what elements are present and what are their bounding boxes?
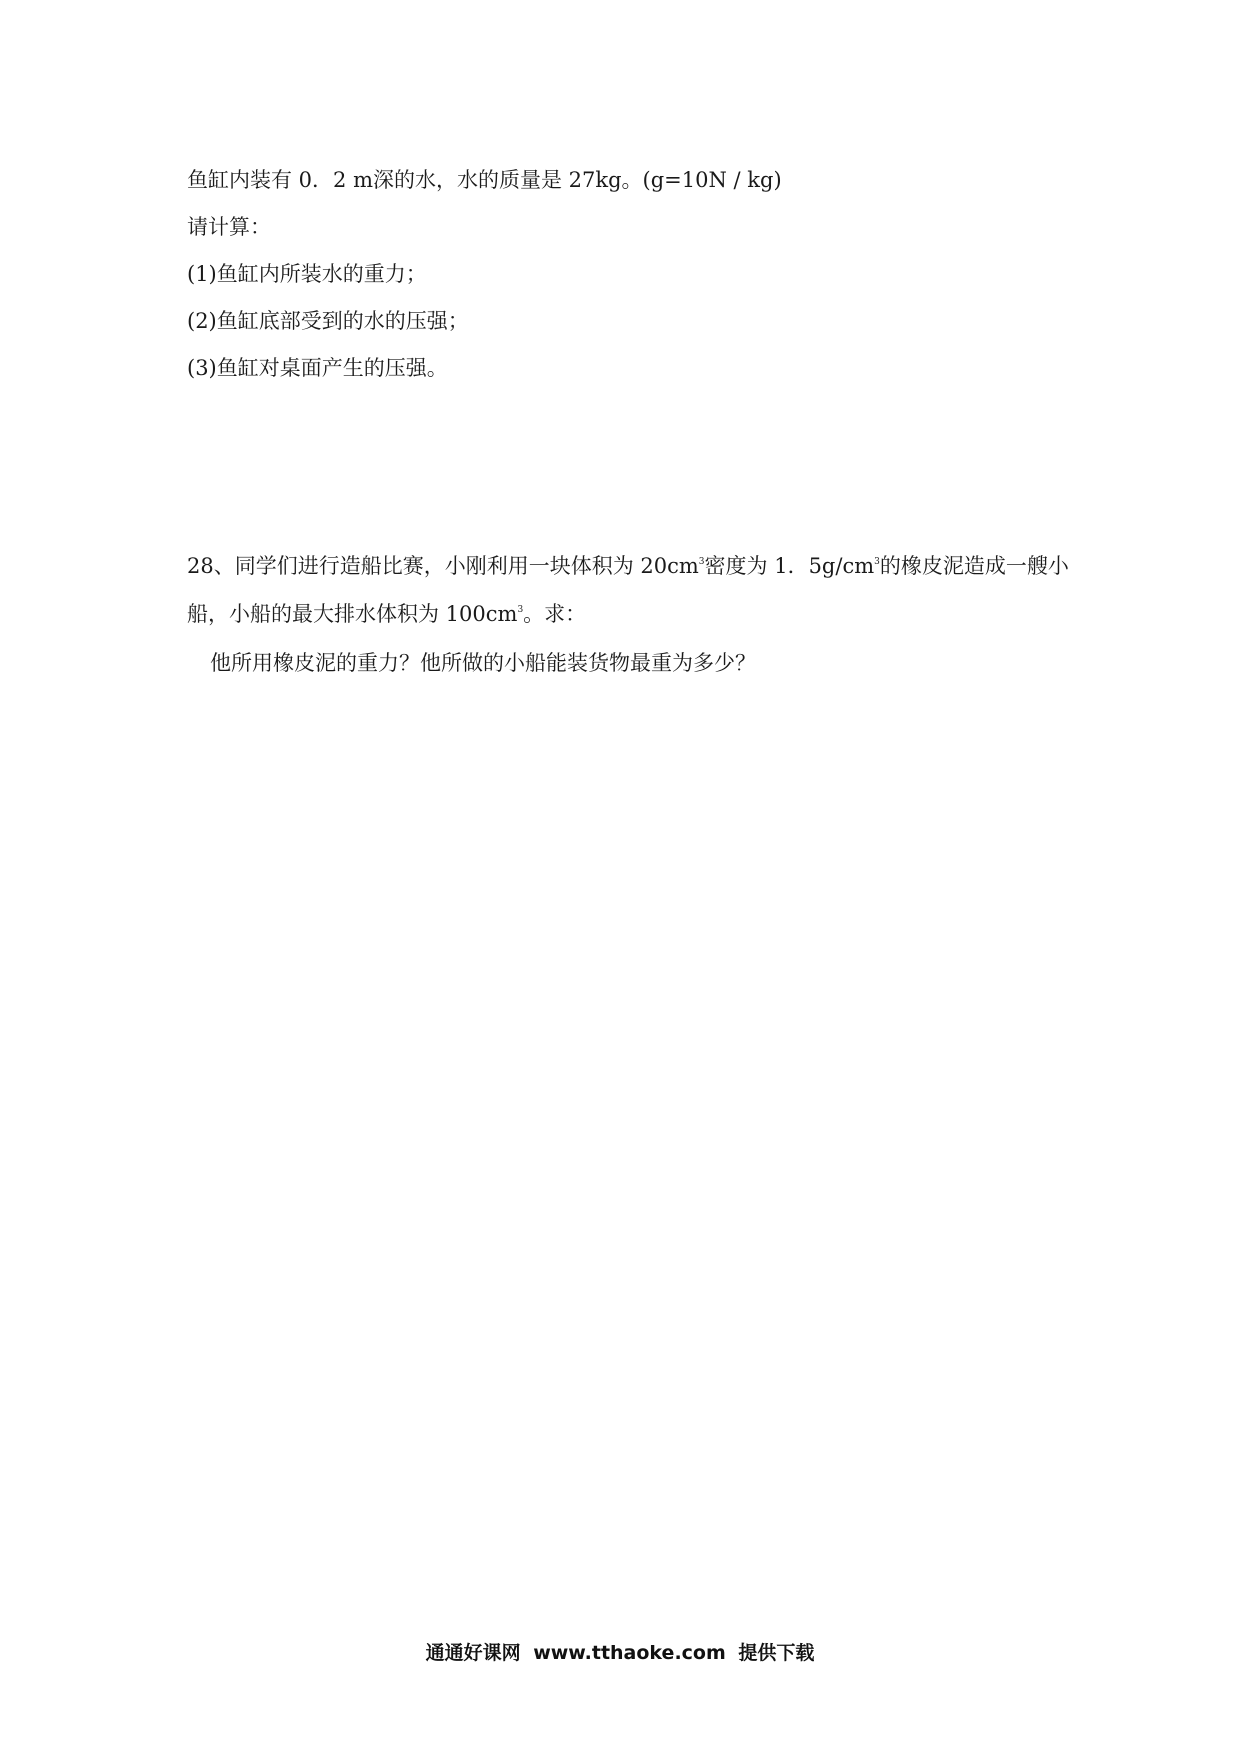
problem28-line-2 xyxy=(187,599,586,629)
page-footer xyxy=(0,1638,1240,1665)
problem27-question-2: (2)鱼缸底部受到的水的压强； xyxy=(187,309,469,333)
problem27-question-1: (1)鱼缸内所装水的重力； xyxy=(187,262,427,286)
cubic-superscript: 3 xyxy=(517,605,524,615)
problem28-line1-text-b: 密度为 1．5g/cm xyxy=(704,554,875,578)
footer-site-name: 通通好课网 xyxy=(425,1642,521,1664)
problem28-line2-text-a: 船，小船的最大排水体积为 100cm xyxy=(187,602,518,626)
problem28-question: 他所用橡皮泥的重力？他所做的小船能装货物最重为多少？ xyxy=(210,651,756,675)
footer-url: www.tthaoke.com xyxy=(533,1642,726,1664)
problem28-line2-text-b: 。求： xyxy=(523,602,587,626)
footer-suffix: 提供下载 xyxy=(738,1642,815,1664)
cubic-superscript: 3 xyxy=(698,557,705,567)
problem27-intro: 鱼缸内装有 0．2 m深的水，水的质量是 27kg。(g=10N / kg) xyxy=(187,168,782,192)
problem28-line1-text-c: 的橡皮泥造成一艘小 xyxy=(879,554,1069,578)
problem27-prompt: 请计算： xyxy=(187,215,271,239)
cubic-superscript: 3 xyxy=(874,557,880,567)
problem27-question-3: (3)鱼缸对桌面产生的压强。 xyxy=(187,356,448,380)
problem28-line1-text-a: 28、同学们进行造船比赛，小刚利用一块体积为 20cm xyxy=(187,554,699,578)
problem28-line-1 xyxy=(187,551,1069,581)
